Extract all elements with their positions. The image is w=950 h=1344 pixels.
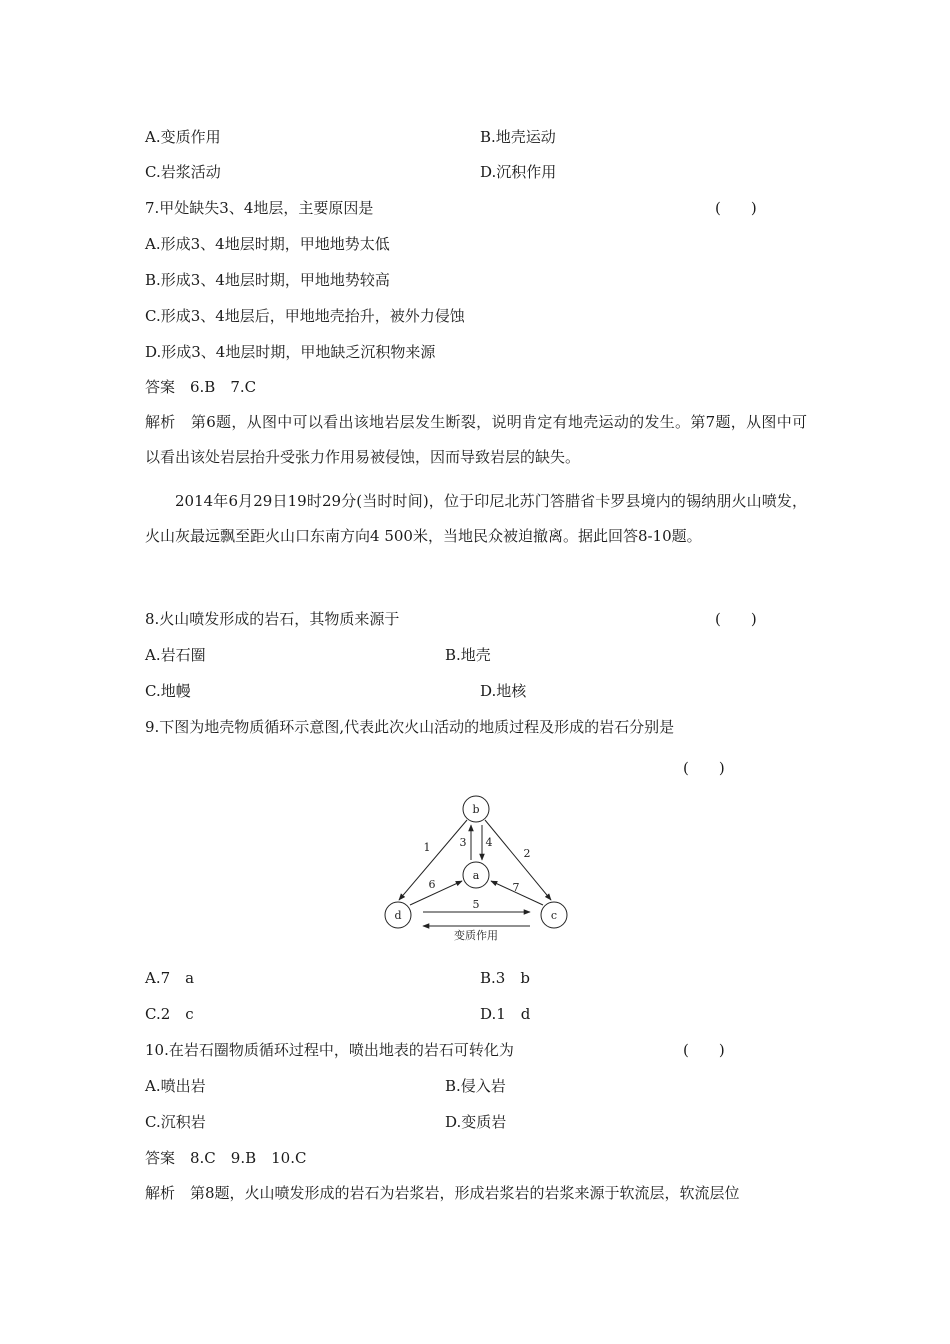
- arrow-7-label: 7: [512, 881, 520, 894]
- arrow-3-label: 3: [459, 836, 467, 849]
- q10-answer-bracket: ( ): [683, 1041, 725, 1059]
- q6-option-c: C.岩浆活动: [145, 163, 221, 181]
- metamorphism-label: 变质作用: [454, 929, 498, 942]
- q7-option-d: D.形成3、4地层时期，甲地缺乏沉积物来源: [145, 343, 436, 361]
- q9-option-c: C.2 c: [145, 1005, 194, 1023]
- q6-option-a: A.变质作用: [145, 128, 221, 146]
- q7-option-c: C.形成3、4地层后，甲地地壳抬升，被外力侵蚀: [145, 307, 465, 325]
- rock-cycle-diagram: [370, 785, 580, 945]
- q10-stem: 10.在岩石圈物质循环过程中，喷出地表的岩石可转化为: [145, 1041, 514, 1059]
- q9-option-a: A.7 a: [145, 969, 195, 987]
- arrow-5-label: 5: [472, 898, 480, 911]
- q10-option-d: D.变质岩: [445, 1113, 507, 1131]
- arrow-1-label: 1: [423, 841, 431, 854]
- q8-option-c: C.地幔: [145, 682, 191, 700]
- answer-8-10: 答案 8.C 9.B 10.C: [145, 1149, 307, 1167]
- q6-option-d: D.沉积作用: [480, 163, 557, 181]
- q6-option-b: B.地壳运动: [480, 128, 556, 146]
- q8-stem: 8.火山喷发形成的岩石，其物质来源于: [145, 610, 400, 628]
- q7-option-a: A.形成3、4地层时期，甲地地势太低: [145, 235, 390, 253]
- analysis-8-10: 解析 第8题，火山喷发形成的岩石为岩浆岩，形成岩浆岩的岩浆来源于软流层，软流层位: [145, 1184, 740, 1202]
- q10-option-c: C.沉积岩: [145, 1113, 206, 1131]
- q10-option-b: B.侵入岩: [445, 1077, 506, 1095]
- node-a-label: a: [472, 869, 480, 882]
- q9-answer-bracket: ( ): [683, 759, 725, 777]
- q8-option-a: A.岩石圈: [145, 646, 206, 664]
- intro-paragraph: 2014年6月29日19时29分(当时时间)，位于印尼北苏门答腊省卡罗县境内的锡纳朋火山喷发，火山灰最远飘至距火山口东南方向4 500米，当地民众被迫撤离。据此回答8-10题。: [145, 492, 807, 545]
- q9-stem: 9.下图为地壳物质循环示意图,代表此次火山活动的地质过程及形成的岩石分别是: [145, 718, 675, 736]
- q9-option-b: B.3 b: [480, 969, 530, 987]
- arrow-6-label: 6: [428, 878, 436, 891]
- arrow-4-label: 4: [485, 836, 493, 849]
- q10-option-a: A.喷出岩: [145, 1077, 206, 1095]
- q7-option-b: B.形成3、4地层时期，甲地地势较高: [145, 271, 390, 289]
- arrow-2-label: 2: [523, 847, 531, 860]
- q7-answer-bracket: ( ): [715, 199, 757, 217]
- q8-answer-bracket: ( ): [715, 610, 757, 628]
- q8-option-d: D.地核: [480, 682, 527, 700]
- analysis-6-7: 解析 第6题，从图中可以看出该地岩层发生断裂，说明肯定有地壳运动的发生。第7题，从图中可以看出该处岩层抬升受张力作用易被侵蚀，因而导致岩层的缺失。: [145, 413, 807, 466]
- q7-stem: 7.甲处缺失3、4地层，主要原因是: [145, 199, 374, 217]
- q9-option-d: D.1 d: [480, 1005, 531, 1023]
- node-c-label: c: [550, 909, 558, 922]
- q8-option-b: B.地壳: [445, 646, 491, 664]
- arrow-6: [410, 881, 462, 905]
- node-b-label: b: [472, 803, 480, 816]
- node-d-label: d: [394, 909, 402, 922]
- answer-6-7: 答案 6.B 7.C: [145, 378, 257, 396]
